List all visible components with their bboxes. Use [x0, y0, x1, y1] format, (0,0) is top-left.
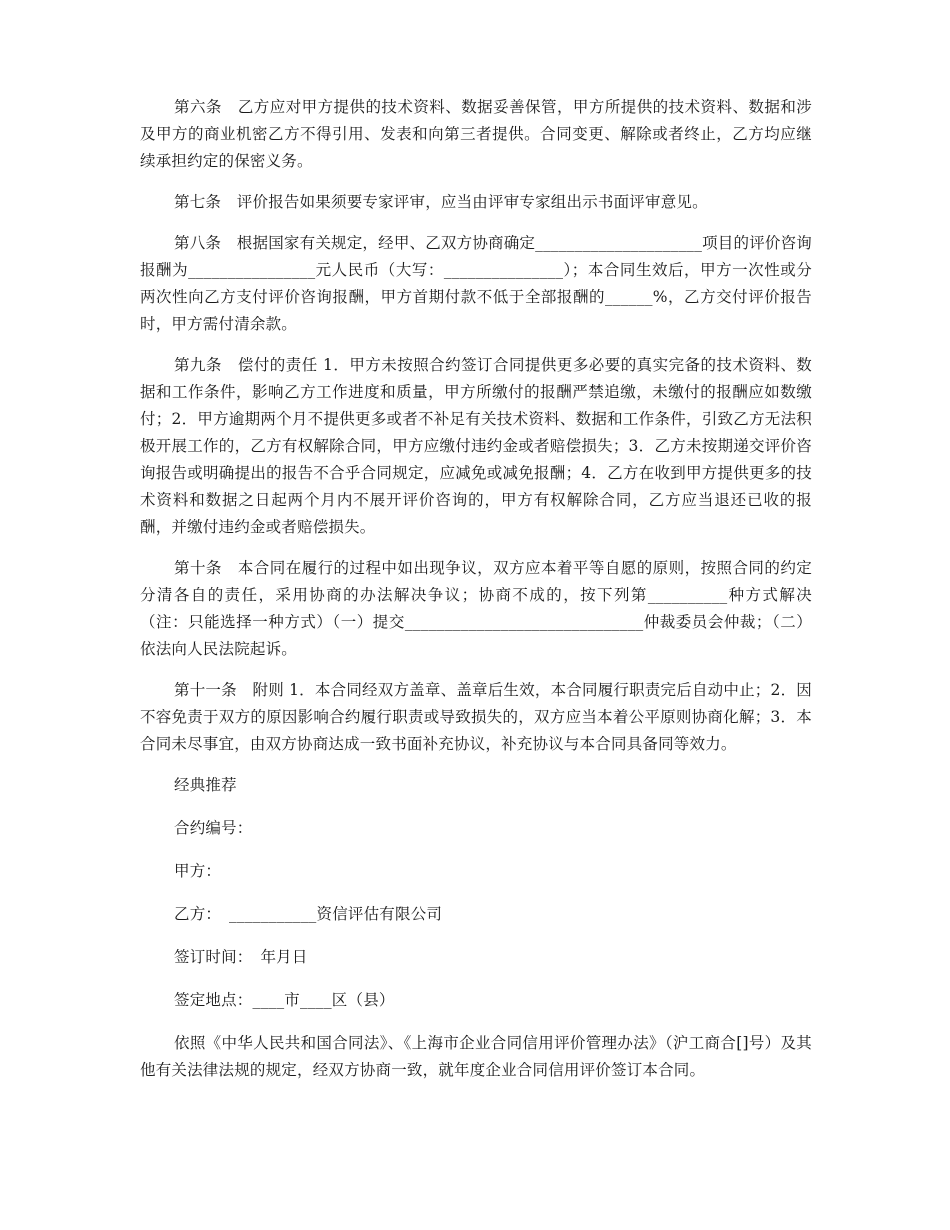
article-7-paragraph: 第七条 评价报告如果须要专家评审，应当由评审专家组出示书面评审意见。	[174, 193, 708, 211]
section-heading: 经典推荐	[174, 776, 237, 794]
contract-number-line: 合约编号：	[174, 819, 253, 837]
signing-date-line: 签订时间： 年月日	[174, 948, 308, 966]
preamble-paragraph: 依照《中华人民共和国合同法》、《上海市企业合同信用评价管理办法》（沪工商合[]号）及其他有关法律法规的规定，经双方协商一致，就年度企业合同信用评价签订本合同。	[140, 1034, 812, 1079]
article-9-paragraph: 第九条 偿付的责任 1．甲方未按照合约签订合同提供更多必要的真实完备的技术资料、数据和工作条件，影响乙方工作进度和质量，甲方所缴付的报酬严禁追缴，未缴付的报酬应如数缴付；2．甲方逾期两个月不提供更多或者不补足有关技术资料、数据和工作条件，引致乙方无法积极开展工作的，乙方有权解除合同，甲方应缴付违约金或者赔偿损失；3．乙方未按期递交评价咨询报告或明确提出的报告不合乎合同规定，应减免或减免报酬；4．乙方在收到甲方提供更多的技术资料和数据之日起两个月内不展开评价咨询的，甲方有权解除合同，乙方应当退还已收的报酬，并缴付违约金或者赔偿损失。	[140, 356, 812, 536]
party-a-line: 甲方：	[174, 862, 222, 880]
article-6-paragraph: 第六条 乙方应对甲方提供的技术资料、数据妥善保管，甲方所提供的技术资料、数据和涉及甲方的商业机密乙方不得引用、发表和向第三者提供。合同变更、解除或者终止，乙方均应继续承担约定的保密义务。	[140, 98, 812, 170]
article-10-paragraph: 第十条 本合同在履行的过程中如出现争议，双方应本着平等自愿的原则，按照合同的约定分清各自的责任，采用协商的办法解决争议；协商不成的，按下列第__________种方式解决（注：只能选择一种方式）（一）提交______________________________仲裁委员会仲裁；（二）依法向人民法院起诉。	[140, 559, 812, 658]
party-b-line: 乙方： ___________资信评估有限公司	[174, 905, 443, 923]
article-11-paragraph: 第十一条 附则 1．本合同经双方盖章、盖章后生效，本合同履行职责完后自动中止；2．因不容免责于双方的原因影响合约履行职责或导致损失的，双方应当本着公平原则协商化解；3．本合同未尽事宜，由双方协商达成一致书面补充协议，补充协议与本合同具备同等效力。	[140, 681, 812, 753]
signing-place-line: 签定地点：____市____区（县）	[174, 991, 395, 1009]
document-page	[140, 94, 812, 1098]
article-8-paragraph: 第八条 根据国家有关规定，经甲、乙双方协商确定_____________________项目的评价咨询报酬为________________元人民币（大写：_______________）；本合同生效后，甲方一次性或分两次性向乙方支付评价咨询报酬，甲方首期付款不低于全部报酬的______%，乙方交付评价报告时，甲方需付清余款。	[140, 234, 812, 333]
